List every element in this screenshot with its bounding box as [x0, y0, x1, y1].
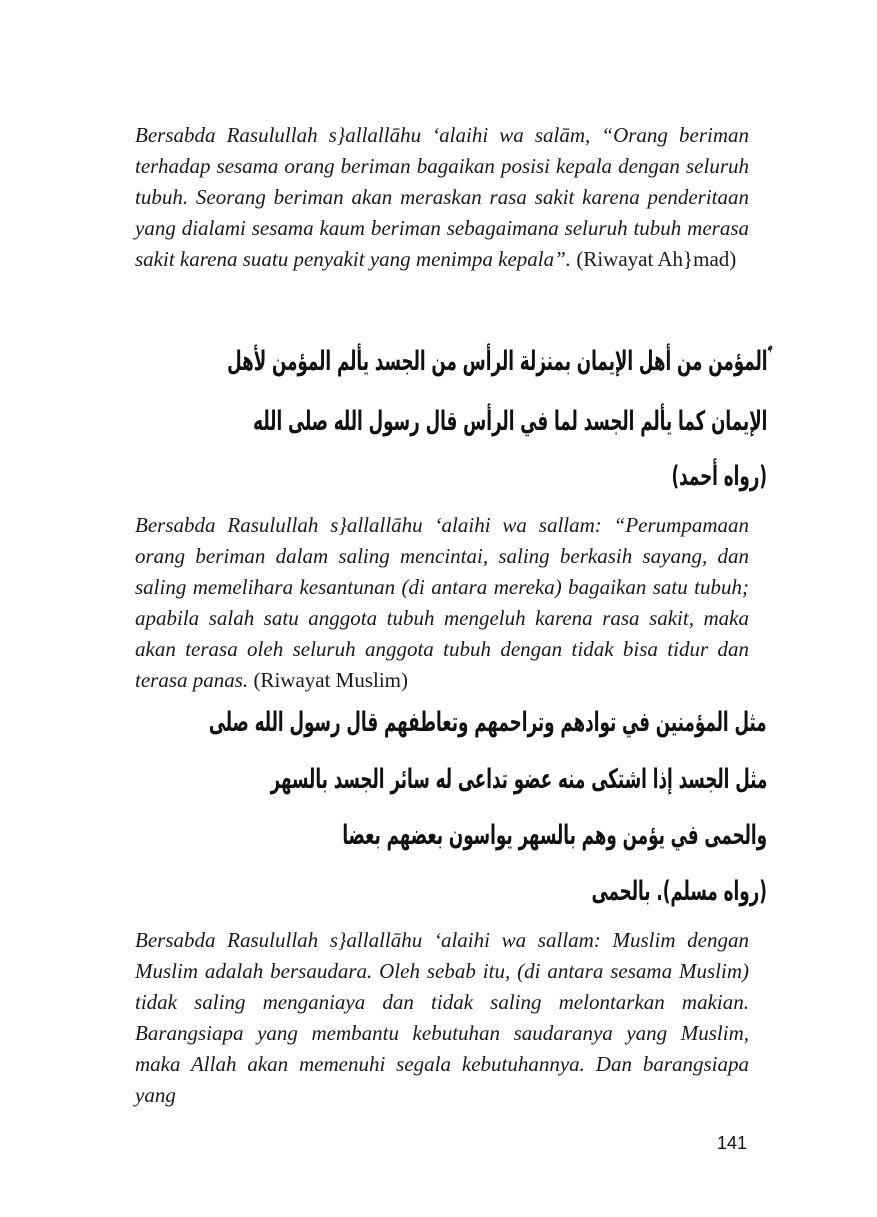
translation-paragraph-2: [135, 510, 749, 696]
hadith-source: (Riwayat Muslim): [248, 668, 409, 692]
translation-text: Bersabda Rasulullah s}allallāhu ‘alaihi wa salām, “Orang beriman terhadap sesama orang beriman bagaikan posisi kepala dengan seluruh tubuh. Seorang beriman akan meraskan rasa sakit karena penderitaan yang dialami sesama kaum beriman sebagaimana seluruh tubuh merasa sakit karena suatu penyakit yang menimpa kepala”.: [135, 123, 749, 271]
translation-paragraph-3: [135, 925, 749, 1111]
arabic-hadith-1-line-2: اﻹﻳﻤﺎن ﻛﻤﺎ ﻳﺄﻟﻢ اﻟﺠﺴﺪ ﻟﻤﺎ ﻓﻲ اﻟﺮأس ﻗﺎل رﺳﻮل اﻟﻠﻪ ﺻﻠﻰ اﻟﻠﻪ: [252, 406, 767, 437]
arabic-hadith-1-line-1: ٰؐاﻟﻤﺆﻣﻦ ﻣﻦ أﻫﻞ اﻹﻳﻤﺎن ﺑﻤﻨﺰﻟﺔ اﻟﺮأس ﻣﻦ اﻟﺠﺴﺪ ﻳﺄﻟﻢ اﻟﻤﺆﻣﻦ ﻷﻫﻞ: [226, 346, 767, 377]
translation-text: Bersabda Rasulullah s}allallāhu ‘alaihi wa sallam: Muslim dengan Muslim adalah bersaudara. Oleh sebab itu, (di antara sesama Muslim) tidak saling menganiaya dan tidak saling melontarkan makian. Barangsiapa yang membantu kebutuhan saudaranya yang Muslim, maka Allah akan memenuhi segala kebutuhannya. Dan barangsiapa yang: [135, 928, 749, 1107]
arabic-hadith-2-line-1: ﻣﺜﻞ اﻟﻤﺆﻣﻨﻴﻦ ﻓﻲ ﺗﻮادﻫﻢ وﺗﺮاﺣﻤﻬﻢ وﺗﻌﺎﻃﻔﻬﻢ ﻗﺎل رﺳﻮل اﻟﻠﻪ ﺻﻠﻰ: [209, 707, 767, 738]
arabic-hadith-1-line-3: (رواه أﺣﻤﺪ): [671, 461, 767, 492]
arabic-hadith-2-line-2: ﻣﺜﻞ اﻟﺠﺴﺪ إذا اﺷﺘﻜﻰ ﻣﻨﻪ ﻋﻀﻮ ﺗﺪاﻋﻰ ﻟﻪ ﺳﺎﺋﺮ اﻟﺠﺴﺪ ﺑﺎﻟﺴﻬﺮ: [270, 764, 767, 795]
arabic-hadith-2-line-4: (رواه ﻣﺴﻠﻢ). ﺑﺎﻟﺤﻤﻰ: [591, 876, 767, 907]
translation-text: Bersabda Rasulullah s}allallāhu ‘alaihi wa sallam: “Perumpamaan orang beriman dalam saling mencintai, saling berkasih sayang, dan saling memelihara kesantunan (di antara mereka) bagaikan satu tubuh; apabila salah satu anggota tubuh mengeluh karena rasa sakit, maka akan terasa oleh seluruh anggota tubuh dengan tidak bisa tidur dan terasa panas.: [135, 513, 749, 692]
page-number: 141: [716, 1133, 747, 1153]
hadith-source: (Riwayat Ah}mad): [571, 247, 737, 271]
translation-paragraph-1: [135, 120, 749, 275]
arabic-hadith-2-line-3: واﻟﺤﻤﻰ ﻓﻲ ﻳﺆﻣﻦ وﻫﻢ ﺑﺎﻟﺴﻬﺮ ﻳﻮاﺳﻮن ﺑﻌﻀﻬﻢ ﺑﻌﻀﺎ: [342, 820, 767, 851]
